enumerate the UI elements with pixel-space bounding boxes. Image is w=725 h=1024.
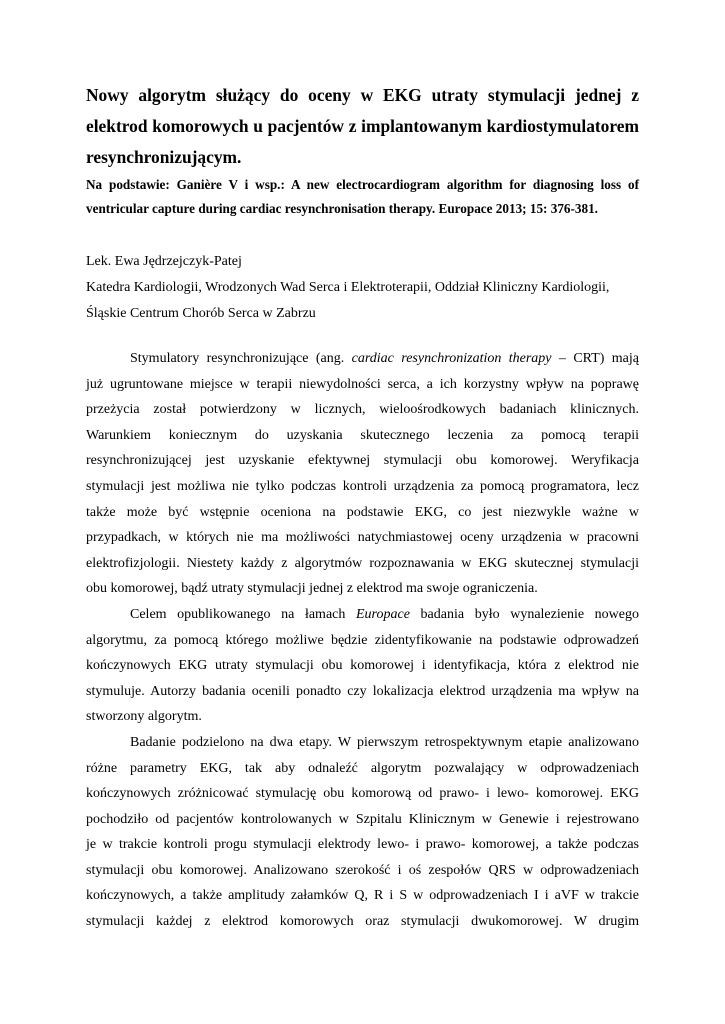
paragraph-line [86,602,639,628]
text-run: Stymulatory resynchronizujące (ang. [130,351,352,366]
paragraph-line: różne parametry EKG, tak aby odnaleźć algorytm pozwalający w odprowadzeniach [86,760,639,776]
paragraph-line: także może być wstępnie oceniona na podstawie EKG, co jest niezwykle ważne w [86,504,639,520]
text-run: – CRT) mają [551,351,639,366]
paragraph-line: pochodziło od pacjentów kontrolowanych w Szpitalu Klinicznym w Genewie i rejestrowano [86,811,639,827]
italic-term: Europace [356,606,410,622]
article-body [86,346,639,935]
author-name: Lek. Ewa Jędrzejczyk-Patej [86,254,242,269]
source-citation [86,173,639,221]
paragraph-line: kończynowych, a także amplitudy załamków Q, R i S w odprowadzeniach I i aVF w trakcie [86,888,639,904]
paragraph-line: elektrofizjologii. Niestety każdy z algorytmów rozpoznawania w EKG skutecznej stymulacji [86,555,639,571]
paragraph-line: resynchronizującej jest uzyskanie efektywnej stymulacji obu komorowej. Weryfikacja [86,453,639,469]
paragraph-line: obu komorowej, bądź utraty stymulacji jednej z elektrod ma swoje ograniczenia. [86,581,538,597]
paragraph-line: przypadkach, w których nie ma możliwości natychmiastowej oceny urządzenia w pracowni [86,530,639,546]
paragraph-line: kończynowych EKG utraty stymulacji obu komorowej i identyfikacja, która z elektrod nie [86,658,639,674]
title-line: resynchronizującym. [86,147,242,167]
article-title [86,80,639,173]
paragraph-line: stymulacji jest możliwa nie tylko podczas kontroli urządzenia za pomocą programatora, lecz [86,478,639,494]
paragraph-line: stymulacji każdej z elektrod komorowych oraz stymulacji dwukomorowej. W drugim [86,914,639,930]
paragraph-line: Warunkiem koniecznym do uzyskania skutecznego leczenia za pomocą terapii [86,427,639,443]
paragraph-line: algorytmu, za pomocą którego możliwe będzie zidentyfikowanie na podstawie odprowadzeń [86,632,639,648]
paragraph-line: kończynowych zróżnicować stymulację obu komorową od prawo- i lewo- komorowej. EKG [86,786,639,802]
source-line: Na podstawie: Ganière V i wsp.: A new electrocardiogram algorithm for diagnosing loss of [86,177,639,192]
paragraph-2 [86,602,639,730]
italic-term: cardiac resynchronization therapy [351,351,552,366]
paragraph-line: już ugruntowane miejsce w terapii niewydolności serca, a ich korzystny wpływ na poprawę [86,376,639,392]
paragraph-line: stworzony algorytm. [86,709,202,725]
paragraph-line [86,346,639,372]
paragraph-1 [86,346,639,602]
paragraph-line: Badanie podzielono na dwa etapy. W pierwszym retrospektywnym etapie analizowano [130,734,639,750]
document-page [86,80,639,935]
paragraph-3 [86,730,639,935]
paragraph-line: stymulacji obu komorowej. Analizowano szerokość i oś zespołów QRS w odprowadzeniach [86,862,639,878]
title-line: elektrod komorowych u pacjentów z implantowanym kardiostymulatorem [86,116,639,136]
text-run: Celem opublikowanego na łamach [130,606,356,622]
title-line: Nowy algorytm służący do oceny w EKG utraty stymulacji jednej z [86,85,639,105]
source-line: ventricular capture during cardiac resynchronisation therapy. Europace 2013; 15: 376-381. [86,201,598,216]
author-block [86,249,639,327]
affiliation-line: Katedra Kardiologii, Wrodzonych Wad Serca i Elektroterapii, Oddział Kliniczny Kardiologii, [86,280,610,295]
paragraph-line: przeżycia został potwierdzony w licznych, wieloośrodkowych badaniach klinicznych. [86,402,639,418]
paragraph-line: je w trakcie kontroli progu stymulacji elektrody lewo- i prawo- komorowej, a także podczas [86,837,639,853]
text-run: badania było wynalezienie nowego [409,606,640,622]
affiliation-line: Śląskie Centrum Chorób Serca w Zabrzu [86,306,316,321]
paragraph-line: stymuluje. Autorzy badania ocenili ponadto czy lokalizacja elektrod urządzenia ma wpływ na [86,683,639,699]
